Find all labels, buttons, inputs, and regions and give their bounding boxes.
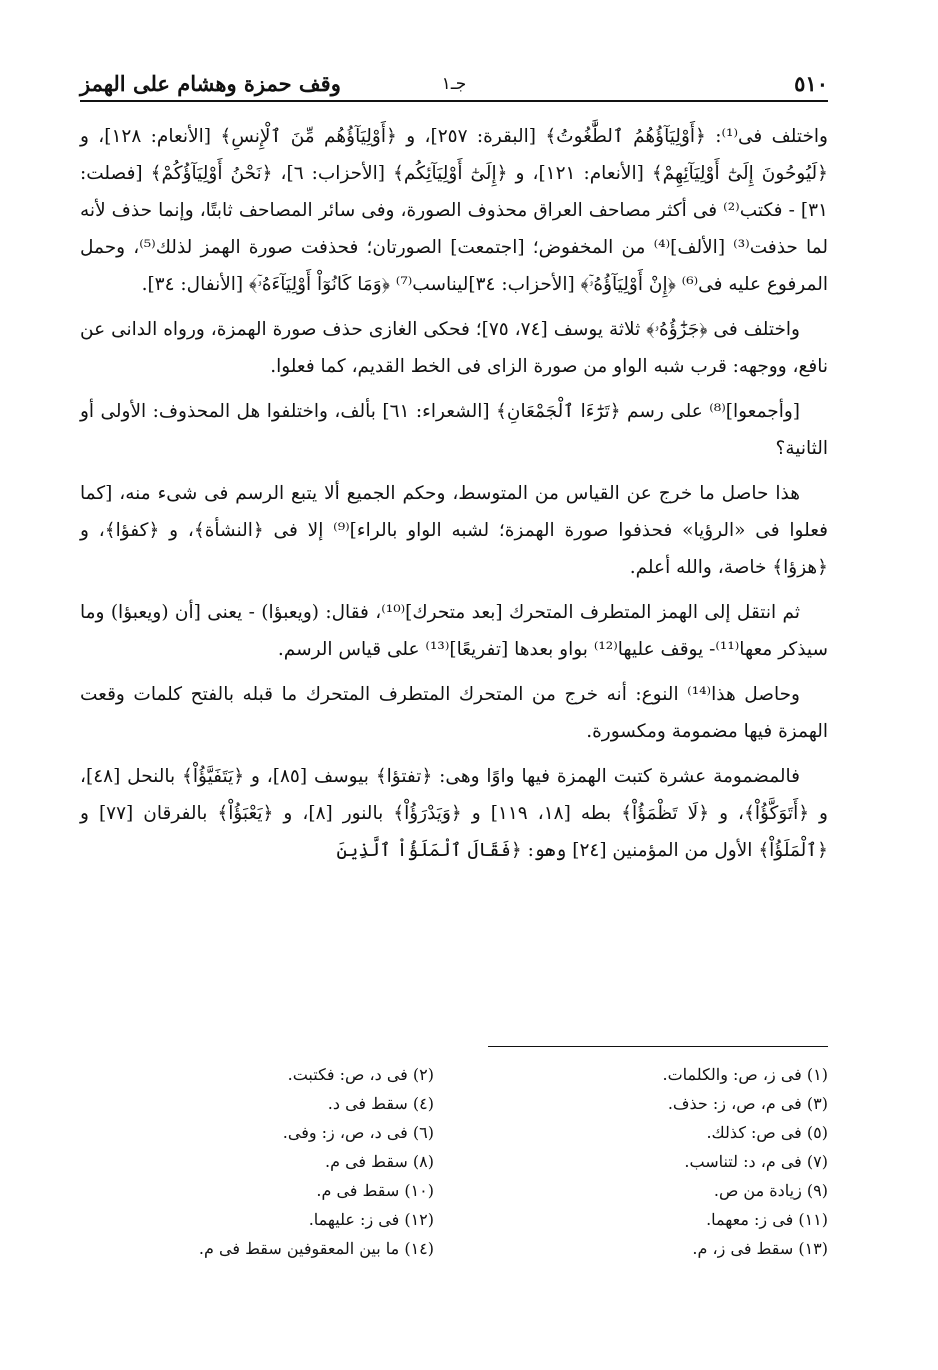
footnotes xyxy=(80,1062,828,1262)
paragraph: فالمضمومة عشرة كتبت الهمزة فيها واوًا وهى: ﴿تفتؤا﴾ بيوسف [٨٥]، و ﴿يَتَفَيَّؤُاْ﴾ بالنحل [٤٨]، و ﴿أَتَوَكَّؤُاْ﴾، و ﴿لَا تَظْمَؤُاْ﴾ بطه [١٨، ١١٩] و ﴿وَيَدْرَؤُاْ﴾ بالنور [٨]، و ﴿يَعْبَؤُاْ﴾ بالفرقان [٧٧] و ﴿ٱلْمَلَؤُاْ﴾ الأول من المؤمنين [٢٤] وهو: ﴿فَقَالَ ٱلْمَلَؤُاْ ٱلَّذِينَ xyxy=(80,766,828,861)
paragraph: واختلف فى ﴿جَزَٰٓؤُهُۥ﴾ ثلاثة يوسف [٧٤، ٧٥]؛ فحكى الغازى حذف صورة الهمزة، ورواه الدانى عن نافع، ووجهه: قرب شبه الواو من صورة الزاى فى الخط القديم، كما فعلوا. xyxy=(80,319,828,377)
footnote: (١٢) فى ز: عليهما. xyxy=(308,1210,434,1229)
running-title: وقف حمزة وهشام على الهمز xyxy=(80,71,341,96)
footnote: (١٠) سقط فى م. xyxy=(316,1181,434,1200)
footnote: (٥) فى ص: كذلك. xyxy=(706,1123,828,1142)
paragraph: وحاصل هذا⁽¹⁴⁾ النوع: أنه خرج من المتحرك المتطرف المتحرك ما قبله بالفتح كلمات وقعت الهمزة فيها مضمومة ومكسورة. xyxy=(80,684,828,742)
footnote: (٤) سقط فى د. xyxy=(327,1094,434,1113)
paragraph: واختلف فى⁽¹⁾: ﴿أَوْلِيَآؤُهُمُ ٱلطَّٰغُوتُ﴾ [البقرة: ٢٥٧]، و ﴿أَوْلِيَآؤُهُم مِّنَ ٱلْإِنسِ﴾ [الأنعام: ١٢٨]، و ﴿لَيُوحُونَ إِلَىٰٓ أَوْلِيَآئِهِمْ﴾ [الأنعام: ١٢١]، و ﴿إِلَىٰٓ أَوْلِيَآئِكُم﴾ [الأحزاب: ٦]، ﴿نَحْنُ أَوْلِيَآؤُكُمْ﴾ [فصلت: ٣١] - فكتب⁽²⁾ فى أكثر مصاحف العراق محذوف الصورة، وفى سائر المصاحف ثابتًا، وإنما حذف لأنه لما حذفت⁽³⁾ [الألف]⁽⁴⁾ من المخفوض؛ [اجتمعت] الصورتان؛ فحذفت صورة الهمز لذلك⁽⁵⁾، وحمل المرفوع عليه فى⁽⁶⁾ ﴿إِنْ أَوْلِيَآؤُهُۥٓ﴾ [الأحزاب: ٣٤]ليناسب⁽⁷⁾ ﴿وَمَا كَانُوٓاْ أَوْلِيَآءَهُۥٓ﴾ [الأنفال: ٣٤]. xyxy=(80,126,828,295)
page-header xyxy=(80,58,828,102)
footnote-divider xyxy=(488,1046,828,1047)
volume-label: جـ١ xyxy=(441,74,467,94)
footnote: (١٤) ما بين المعقوفين سقط فى م. xyxy=(198,1239,434,1258)
paragraph: هذا حاصل ما خرج عن القياس من المتوسط، وحكم الجميع ألا يتبع الرسم فى شىء منه، [كما فعلوا فى «الرؤيا» فحذفوا صورة الهمزة؛ لشبه الواو بالراء]⁽⁹⁾ إلا فى ﴿النشأة﴾، و ﴿كفؤا﴾، و ﴿هزؤا﴾ خاصة، والله أعلم. xyxy=(80,483,828,578)
footnote: (٨) سقط فى م. xyxy=(324,1152,434,1171)
footnote: (١١) فى ز: معهما. xyxy=(706,1210,828,1229)
footnote: (٦) فى د، ص، ز: وفى. xyxy=(282,1123,434,1142)
footnote: (٢) فى د، ص: فكتبت. xyxy=(287,1065,434,1084)
footnote: (٣) فى م، ص، ز: حذف. xyxy=(667,1094,828,1113)
footnote: (١٣) سقط فى ز، م. xyxy=(692,1239,828,1258)
paragraph: [وأجمعوا]⁽⁸⁾ على رسم ﴿تَرَٰٓءَا ٱلْجَمْعَانِ﴾ [الشعراء: ٦١] بألف، واختلفوا هل المحذوف: الأولى أو الثانية؟ xyxy=(80,401,828,459)
page-number: ٥١٠ xyxy=(794,71,828,96)
main-text xyxy=(80,118,828,877)
footnote: (٩) زيادة من ص. xyxy=(713,1181,828,1200)
paragraph: ثم انتقل إلى الهمز المتطرف المتحرك [بعد متحرك]⁽¹⁰⁾، فقال: (ويعبؤا) - يعنى [أن (ويعبؤا) وما سيذكر معها⁽¹¹⁾- يوقف عليها⁽¹²⁾ بواو بعدها [تفريعًا]⁽¹³⁾ على قياس الرسم. xyxy=(80,602,828,660)
footnote: (١) فى ز، ص: والكلمات. xyxy=(662,1065,828,1084)
footnote: (٧) فى م، د: لتناسب. xyxy=(684,1152,828,1171)
